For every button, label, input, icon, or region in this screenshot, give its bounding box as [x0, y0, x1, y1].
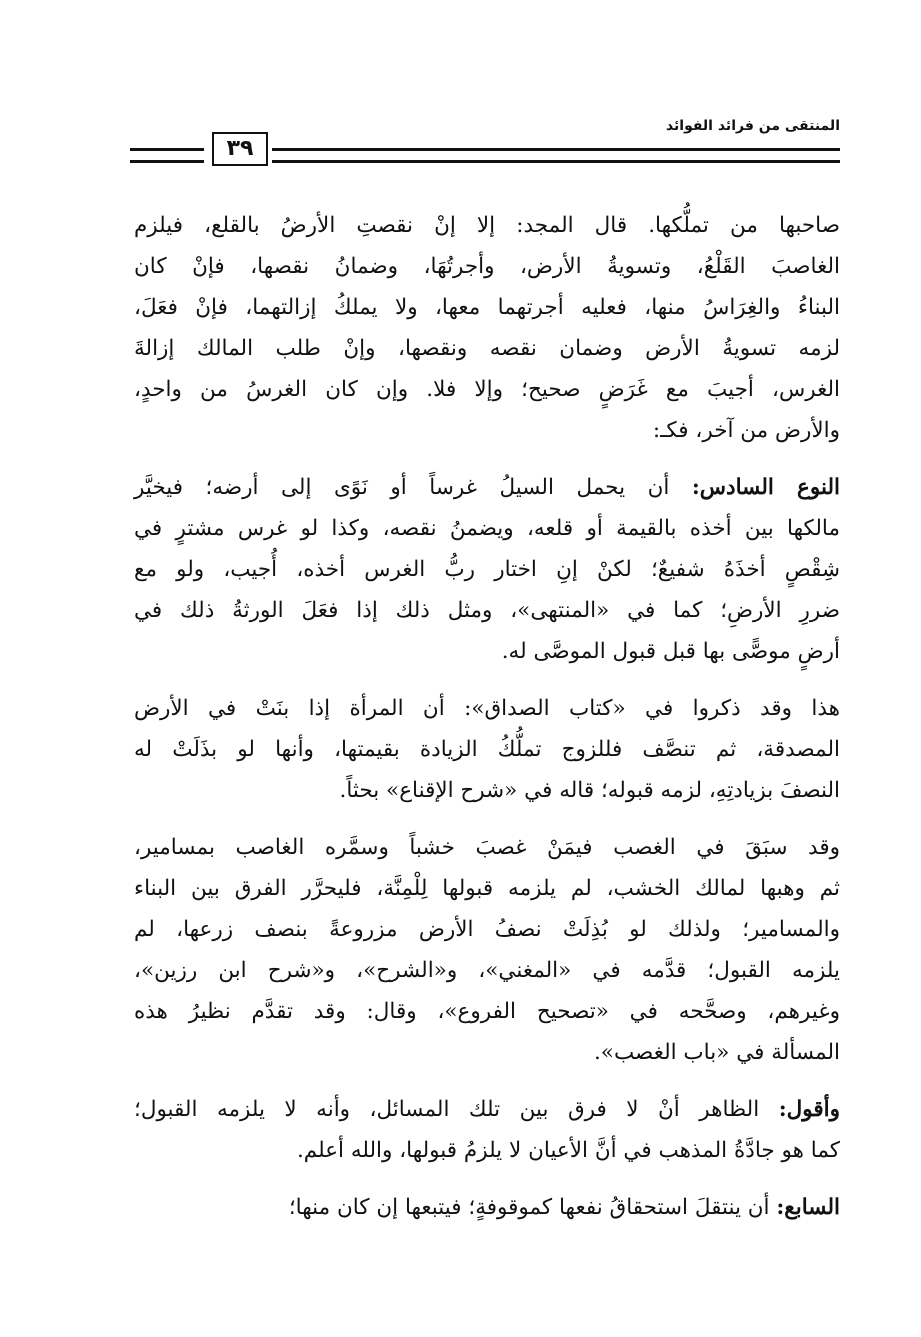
- text-line: الغرس، أجيبَ مع غَرَضٍ صحيح؛ وإلا فلا. وإن كان الغرسُ من واحدٍ،: [134, 377, 840, 402]
- page-number: ٣٩: [212, 132, 268, 166]
- paragraph-lead: النوع السادس:: [691, 475, 840, 500]
- paragraph: [134, 827, 840, 1073]
- text-line: وقد سبَقَ في الغصب فيمَنْ غصبَ خشباً وسمَّره الغاصب بمسامير،: [134, 835, 840, 860]
- running-title: المنتقى من فرائد الفوائد: [665, 118, 840, 134]
- text-line: والأرض من آخر، فكـ:: [652, 418, 840, 443]
- header-rule-left: [130, 148, 204, 163]
- text-run: أن ينتقلَ استحقاقُ نفعها كموقوفةٍ؛ فيتبعها إن كان منها؛: [288, 1195, 777, 1220]
- text-line: [134, 1187, 840, 1228]
- paragraph: [134, 1089, 840, 1171]
- text-line: شِقْصٍ أخذَهُ شفيعٌ؛ لكنْ إنِ اختار ربُّ الغرس أخذه، أُجيب، ولو مع: [134, 557, 840, 582]
- text-run: الظاهر أنْ لا فرق بين تلك المسائل، وأنه لا يلزمه القبول؛: [134, 1097, 779, 1122]
- text-line: ضررِ الأرضِ؛ كما في «المنتهى»، ومثل ذلك إذا فعَلَ الورثةُ ذلك في: [134, 598, 840, 623]
- page-header: [130, 112, 840, 172]
- text-line: ثم وهبها لمالك الخشب، لم يلزمه قبولها لِلْمِنَّة، فليحرَّر الفرق بين البناء: [134, 876, 840, 901]
- paragraph-lead: السابع:: [776, 1195, 840, 1220]
- text-line: يلزمه القبول؛ قدَّمه في «المغني»، و«الشرح»، و«شرح ابن رزين»،: [134, 958, 840, 983]
- text-line: لزمه تسويةُ الأرض وضمان نقصه ونقصها، وإنْ طلب المالك إزالةَ: [134, 336, 840, 361]
- text-line: المصدقة، ثم تنصَّف فللزوج تملُّكُ الزيادة بقيمتها، وأنها لو بذَلَتْ له: [134, 737, 840, 762]
- paragraph: [134, 467, 840, 672]
- paragraph: [134, 688, 840, 811]
- text-line: البناءُ والغِرَاسُ منها، فعليه أجرتهما معها، ولا يملكُ إزالتهما، فإنْ فعَلَ،: [134, 295, 840, 320]
- text-line: الغاصبَ القَلْعُ، وتسويةُ الأرض، وأجرتُهَا، وضمانُ نقصها، فإنْ كان: [134, 254, 840, 279]
- header-rule-right: [272, 148, 840, 163]
- text-line: [134, 467, 840, 508]
- paragraph: [134, 205, 840, 451]
- text-line: النصفَ بزيادتِهِ، لزمه قبوله؛ قاله في «شرح الإقناع» بحثاً.: [339, 778, 840, 803]
- text-line: [134, 1089, 840, 1130]
- text-line: والمسامير؛ ولذلك لو بُذِلَتْ نصفُ الأرض مزروعةً بنصف زرعها، لم: [134, 917, 840, 942]
- text-line: المسألة في «باب الغصب».: [593, 1040, 840, 1065]
- page-body: [134, 205, 840, 1244]
- text-line: أرضٍ موصًّى بها قبل قبول الموصَّى له.: [501, 639, 840, 664]
- text-run: أن يحمل السيلُ غرساً أو نَوًى إلى أرضه؛ فيخيَّر: [134, 475, 692, 500]
- text-line: مالكها بين أخذه بالقيمة أو قلعه، ويضمنُ نقصه، وكذا لو غرس مشترٍ في: [134, 516, 840, 541]
- text-line: هذا وقد ذكروا في «كتاب الصداق»: أن المرأة إذا بنَتْ في الأرض: [134, 696, 840, 721]
- text-line: كما هو جادَّةُ المذهب في أنَّ الأعيان لا يلزمُ قبولها، والله أعلم.: [296, 1138, 840, 1163]
- paragraph-lead: وأقول:: [778, 1097, 840, 1122]
- text-line: وغيرهم، وصحَّحه في «تصحيح الفروع»، وقال: وقد تقدَّم نظيرُ هذه: [134, 999, 840, 1024]
- text-line: صاحبها من تملُّكها. قال المجد: إلا إنْ نقصتِ الأرضُ بالقلع، فيلزم: [134, 213, 840, 238]
- paragraph: [134, 1187, 840, 1228]
